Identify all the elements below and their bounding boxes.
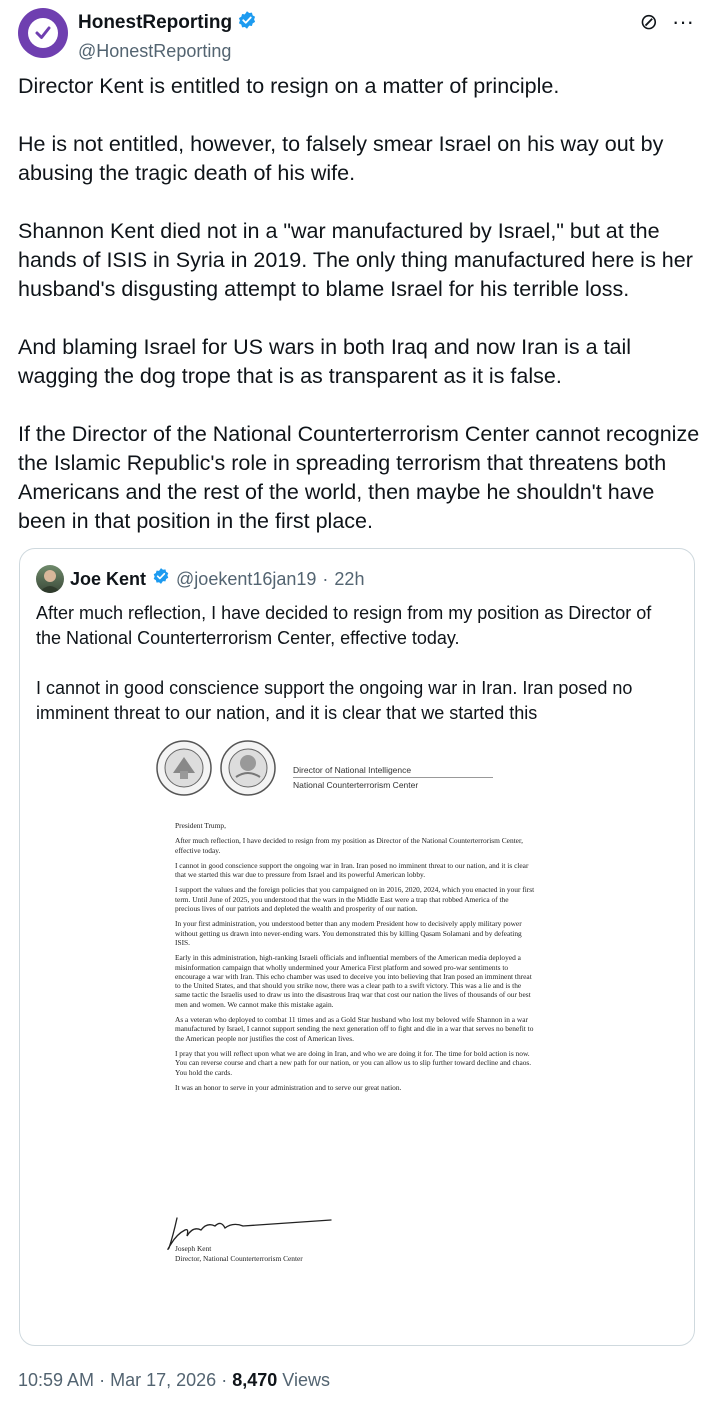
resignation-letter-image[interactable] <box>155 739 555 1289</box>
verified-badge-icon <box>237 10 257 36</box>
letter-body <box>175 821 535 1098</box>
tweet-footer <box>18 1368 330 1392</box>
letterhead-text <box>293 763 493 792</box>
author-display-name-text[interactable]: HonestReporting <box>78 12 233 33</box>
quoted-paragraph: After much reflection, I have decided to resign from my position as Director of the National Counterterrorism Center, effective today. <box>36 603 652 648</box>
signer-name: Joseph Kent <box>175 1244 212 1253</box>
letter-paragraph: I support the values and the foreign policies that you campaigned on in 2016, 2020, 2024, which you enacted in your first term. Until June of 2025, you understood that the wars in the Middle East were a trap that robbed America of the precious lives of our patriots and depleted the wealth and prosperity of our nation. <box>175 885 535 914</box>
letter-paragraph: It was an honor to serve in your administration and to serve our great nation. <box>175 1082 402 1092</box>
dni-seal-icon <box>155 739 213 797</box>
quoted-author-name[interactable]: Joe Kent <box>70 569 147 589</box>
top-icons <box>640 10 694 34</box>
quoted-paragraph: I cannot in good conscience support the ongoing war in Iran. Iran posed no imminent threat to our nation, and it is clear that we started this <box>36 678 633 723</box>
author-display-name[interactable] <box>78 10 257 36</box>
letter-paragraph: I pray that you will reflect upon what we are doing in Iran, and who we are doing it for. The time for bold action is now. You can reverse course and chart a new path for our nation, or you can allow us to slip further toward decline and chaos. You hold the cards. <box>175 1048 532 1077</box>
letter-paragraph: Early in this administration, high-ranking Israeli officials and influential members of the American media deployed a misinformation campaign that wholly undermined your America First platform and sowed pro-war sentiments to encourage a war with Iran. This echo chamber was used to deceive you into believing that Iran posed an imminent threat to the United States, and that should you strike now, there was a clear path to a swift victory. This was a lie and is the same tactic the Israelis used to draw us into the disastrous Iraq war that cost our nation the lives of thousands of our best men and women. We cannot make this mistake again. <box>175 953 532 1009</box>
quoted-author-avatar[interactable] <box>36 565 64 593</box>
nctc-seal-icon <box>219 739 277 797</box>
letterhead-line-1: Director of National Intelligence <box>293 763 493 778</box>
letter-salutation: President Trump, <box>175 821 226 830</box>
grok-icon[interactable]: ⊘ <box>639 9 659 34</box>
author-name-block <box>78 10 257 62</box>
signer-title: Director, National Counterterrorism Center <box>175 1253 303 1263</box>
tweet-paragraph: He is not entitled, however, to falsely smear Israel on his way out by abusing the tragic death of his wife. <box>18 132 670 185</box>
quoted-tweet[interactable] <box>19 548 695 1346</box>
author-avatar[interactable] <box>18 8 68 58</box>
tweet-paragraph: Director Kent is entitled to resign on a matter of principle. <box>18 74 560 98</box>
tweet-paragraph: Shannon Kent died not in a "war manufactured by Israel," but at the hands of ISIS in Syria in 2019. The only thing manufactured here is her husband's disgusting attempt to blame Israel for his terrible loss. <box>18 219 699 301</box>
letterhead-seals <box>155 739 277 797</box>
views-count[interactable]: 8,470 <box>232 1370 278 1390</box>
quoted-tweet-time[interactable]: 22h <box>334 569 365 589</box>
letter-paragraph: After much reflection, I have decided to resign from my position as Director of the National Counterterrorism Center, effective today. <box>175 836 523 855</box>
letter-paragraph: I cannot in good conscience support the ongoing war in Iran. Iran posed no imminent threat to our nation, and it is clear that we started this war due to pressure from Israel and its powerful American lobby. <box>175 860 529 880</box>
tweet-paragraph: If the Director of the National Counterterrorism Center cannot recognize the Islamic Republic's role in spreading terrorism that threatens both Americans and the rest of the world, then maybe he shouldn't have been in that position in the first place. <box>18 422 706 533</box>
quoted-tweet-header <box>36 565 364 593</box>
letter-paragraph: As a veteran who deployed to combat 11 times and as a Gold Star husband who lost my beloved wife Shannon in a war manufactured by Israel, I cannot support sending the next generation off to fight and die in a war that serves no benefit to the American people nor justifies the cost of American lives. <box>175 1015 534 1043</box>
meta-separator: · <box>322 569 329 589</box>
tweet-header <box>18 8 702 60</box>
quoted-author-handle[interactable]: @joekent16jan19 <box>176 569 317 589</box>
letter-paragraph: In your first administration, you understood better than any modern President how to decisively apply military power without getting us drawn into never-ending wars. You demonstrated this by killing Qasam Solamani and by defeating ISIS. <box>175 919 522 947</box>
verified-badge-icon <box>152 567 170 591</box>
tweet-text <box>18 72 706 565</box>
tweet-paragraph: And blaming Israel for US wars in both Iraq and now Iran is a tail wagging the dog trope that is as transparent as it is false. <box>18 335 638 388</box>
letter-signer <box>175 1244 303 1263</box>
quoted-tweet-text <box>36 601 676 751</box>
tweet-date[interactable]: Mar 17, 2026 <box>110 1370 217 1390</box>
tweet-time[interactable]: 10:59 AM <box>18 1370 95 1390</box>
author-handle[interactable]: @HonestReporting <box>78 41 232 61</box>
letterhead-line-2: National Counterterrorism Center <box>293 780 419 790</box>
more-options-icon[interactable]: ··· <box>672 9 694 34</box>
meta-separator: · <box>221 1370 228 1390</box>
views-label: Views <box>282 1370 330 1390</box>
meta-separator: · <box>99 1370 106 1390</box>
check-circle-logo-icon <box>28 18 58 48</box>
